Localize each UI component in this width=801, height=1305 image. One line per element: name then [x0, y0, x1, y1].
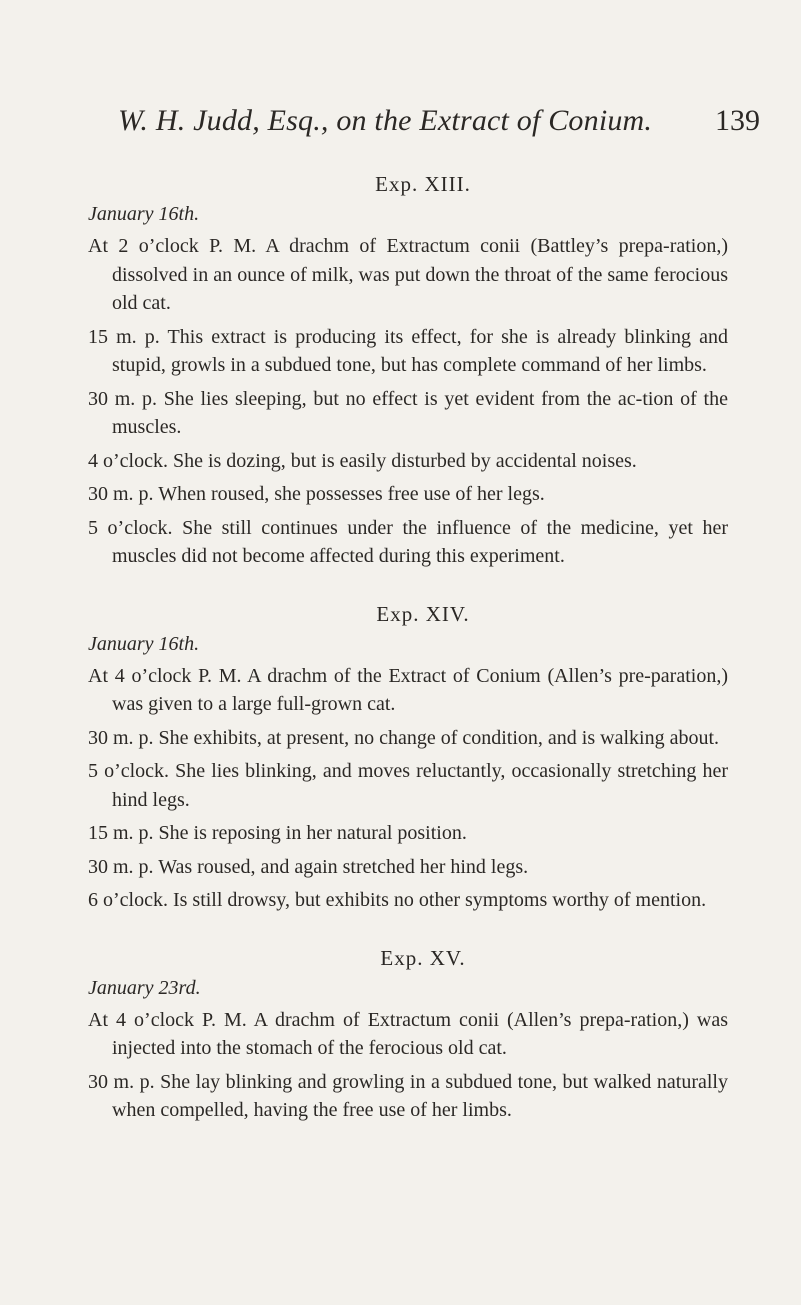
entry: 6 o’clock. Is still drowsy, but exhibits no other symptoms worthy of mention.: [88, 889, 707, 911]
entry: 30 m. p. She lies sleeping, but no effect is yet evident from the ac-tion of the muscles.: [88, 387, 728, 438]
experiment-title: Exp. XV.: [380, 945, 466, 970]
entry: At 4 o’clock P. M. A drachm of Extractum conii (Allen’s prepa-ration,) was injected into the stomach of the ferocious old cat.: [88, 1008, 728, 1059]
entry: 30 m. p. She exhibits, at present, no change of condition, and is walking about.: [88, 726, 719, 749]
entry: 5 o’clock. She lies blinking, and moves reluctantly, occasionally stretching her hind legs.: [88, 760, 728, 811]
section-gap: [88, 920, 728, 946]
experiment-date: January 23rd.: [88, 976, 201, 999]
experiment-xiv: [88, 602, 728, 915]
experiment-title: Exp. XIII.: [375, 172, 471, 196]
entry: 30 m. p. When roused, she possesses free use of her legs.: [88, 483, 545, 505]
entry: 15 m. p. This extract is producing its effect, for she is already blinking and stupid, growls in a subdued tone, but has complete command of her limbs.: [88, 325, 728, 376]
entry: 30 m. p. Was roused, and again stretched her hind legs.: [88, 855, 529, 878]
entry: 15 m. p. She is reposing in her natural position.: [88, 822, 467, 844]
entry: 5 o’clock. She still continues under the influence of the medicine, yet her muscles did not become affected during this experiment.: [88, 516, 728, 567]
running-title: W. H. Judd, Esq., on the Extract of Conium.: [118, 104, 653, 137]
page-header: [0, 104, 801, 144]
experiment-date: January 16th.: [88, 203, 200, 225]
section-gap: [88, 576, 728, 602]
experiment-xv: [88, 946, 728, 1125]
entry: 30 m. p. She lay blinking and growling in a subdued tone, but walked naturally when compelled, having the free use of her limbs.: [88, 1070, 728, 1121]
entry: At 4 o’clock P. M. A drachm of the Extract of Conium (Allen’s pre-paration,) was given to a large full-grown cat.: [88, 664, 728, 715]
experiment-xiii: [88, 172, 728, 571]
page-number: 139: [715, 104, 760, 137]
page-body: [88, 172, 728, 1130]
experiment-title: Exp. XIV.: [376, 601, 470, 626]
entry: 4 o’clock. She is dozing, but is easily disturbed by accidental noises.: [88, 449, 637, 472]
experiment-date: January 16th.: [88, 632, 200, 655]
entry: At 2 o’clock P. M. A drachm of Extractum conii (Battley’s prepa-ration,) dissolved in an ounce of milk, was put down the throat of the same ferocious old cat.: [88, 235, 728, 314]
